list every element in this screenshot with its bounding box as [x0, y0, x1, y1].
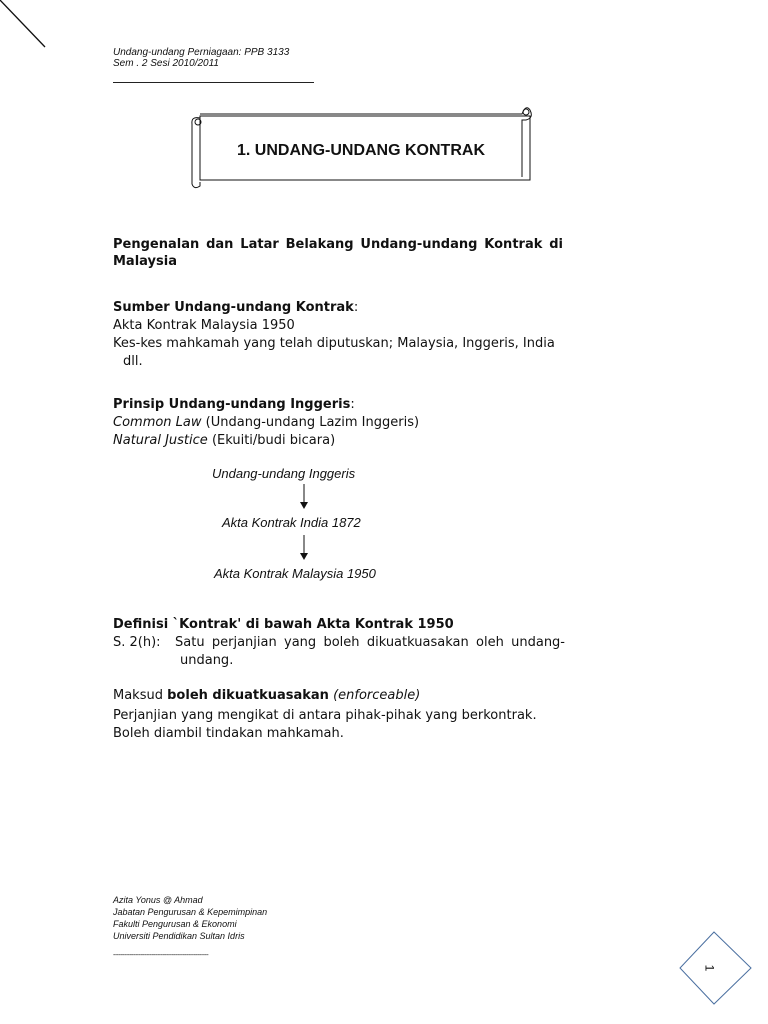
arrow-down-icon: [297, 484, 311, 510]
meaning-section: [113, 687, 573, 743]
list-item: [113, 414, 565, 432]
sources-section: [113, 299, 565, 371]
intro-heading: [113, 236, 563, 254]
semester-line: Sem . 2 Sesi 2010/2011: [113, 58, 219, 69]
principles-section: [113, 396, 565, 450]
list-item-text: Kes-kes mahkamah yang telah diputuskan; Malaysia, Inggeris, India: [113, 336, 555, 351]
footer-rule: ----------------------------------------------------: [113, 952, 209, 959]
header-rule: [113, 82, 314, 83]
principle-desc: (Undang-undang Lazim Inggeris): [205, 415, 420, 430]
principle-term: Common Law: [113, 415, 202, 430]
banner-title: 1. UNDANG-UNDANG KONTRAK: [237, 142, 485, 159]
flow-step-3: Akta Kontrak Malaysia 1950: [214, 566, 376, 581]
sources-heading-row: [113, 299, 565, 317]
principles-heading-row: [113, 396, 565, 414]
list-item: [113, 335, 565, 353]
corner-mark-icon: [0, 0, 60, 60]
definition-heading: Definisi `Kontrak' di bawah Akta Kontrak 1950: [113, 617, 454, 632]
list-item: [113, 725, 573, 743]
intro-heading-line-2: Malaysia: [113, 254, 177, 269]
sources-heading: Sumber Undang-undang Kontrak: [113, 300, 354, 315]
course-header: [113, 47, 289, 69]
principles-colon: :: [350, 397, 355, 412]
list-item-text: Akta Kontrak Malaysia 1950: [113, 318, 295, 333]
definition-section: [113, 616, 565, 670]
list-item-continuation: dll.: [123, 354, 143, 369]
footer-line: Fakulti Pengurusan & Ekonomi: [113, 919, 237, 929]
footer-line: Jabatan Pengurusan & Kepemimpinan: [113, 907, 268, 917]
principles-heading: Prinsip Undang-undang Inggeris: [113, 397, 351, 412]
flow-step-2: Akta Kontrak India 1872: [222, 515, 361, 530]
author-footer: [113, 894, 267, 962]
meaning-italic: (enforceable): [333, 688, 421, 703]
course-line: Undang-undang Perniagaan: PPB 3133: [113, 47, 290, 58]
footer-line: Universiti Pendidikan Sultan Idris: [113, 931, 245, 941]
meaning-prefix: Maksud: [113, 688, 163, 703]
principle-term: Natural Justice: [113, 433, 208, 448]
list-item-text: Perjanjian yang mengikat di antara pihak-pihak yang berkontrak.: [113, 708, 537, 723]
definition-line-2: undang.: [180, 653, 234, 668]
definition-line-1: Satu perjanjian yang boleh dikuatkuasakan oleh undang-: [175, 635, 565, 650]
intro-heading-line-1: Pengenalan dan Latar Belakang Undang-undang Kontrak di: [113, 237, 563, 252]
sources-colon: :: [353, 300, 359, 315]
list-item-text: Boleh diambil tindakan mahkamah.: [113, 726, 344, 741]
flow-step-1: Undang-undang Inggeris: [212, 466, 356, 481]
definition-section-label: S. 2(h):: [113, 635, 161, 650]
list-item: [113, 707, 573, 725]
meaning-bold: boleh dikuatkuasakan: [167, 688, 329, 703]
footer-line: Azita Yonus @ Ahmad: [113, 895, 203, 905]
list-item: [113, 317, 565, 335]
definition-row: [113, 634, 565, 652]
list-item: [113, 432, 565, 450]
principle-desc: (Ekuiti/budi bicara): [211, 433, 336, 448]
meaning-row: [113, 687, 573, 705]
page-number: 1: [702, 964, 717, 972]
arrow-down-icon: [297, 535, 311, 561]
